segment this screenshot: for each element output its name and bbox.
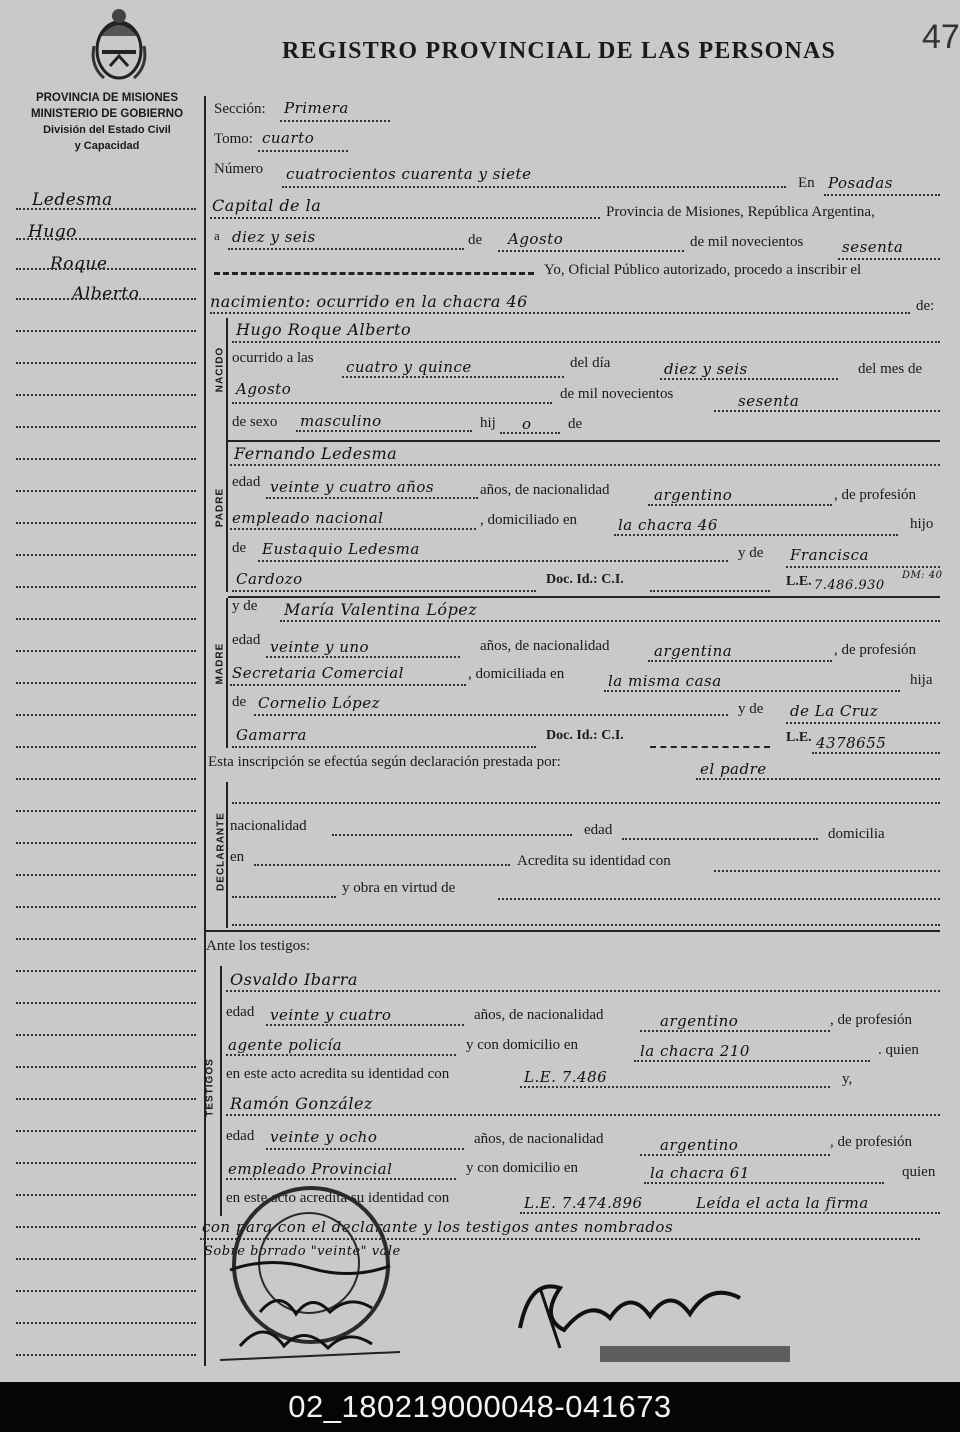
capital-value: Capital de la [212, 196, 322, 215]
t1-nombre: Osvaldo Ibarra [230, 970, 358, 989]
seccion-label: Sección: [214, 101, 266, 117]
official-signature-icon [500, 1258, 800, 1368]
nacido-sexo: masculino [300, 412, 382, 430]
sexo-label: de sexo [232, 414, 278, 430]
padre-anos-label: años, de nacionalidad [480, 482, 610, 498]
t1-doc-line [520, 1086, 830, 1088]
declaracion-por-line [696, 778, 940, 780]
t2-profesion: empleado Provincial [228, 1160, 393, 1178]
t2-doc: L.E. 7.474.896 [524, 1194, 643, 1212]
padre-profesion: empleado nacional [232, 509, 384, 527]
madre-y-de-label: y de [232, 598, 258, 614]
en-value: Posadas [828, 174, 893, 192]
madre-doc-line [650, 746, 770, 748]
t1-dom-line [634, 1060, 870, 1062]
madre-prof-line [230, 684, 466, 686]
padre-apellido-line [232, 590, 536, 592]
madre-profesion: Secretaria Comercial [232, 664, 404, 682]
padre-nacionalidad: argentino [654, 486, 733, 504]
declarante-domicilia-label: domicilia [828, 826, 885, 842]
document-id-footer: 02_180219000048-041673 [0, 1382, 960, 1432]
padre-le-label: L.E. [786, 574, 812, 589]
madre-le-line [812, 752, 940, 754]
padre-nombre: Fernando Ledesma [234, 444, 398, 463]
t2-nombre: Ramón González [230, 1094, 373, 1113]
madre-edad-label: edad [232, 632, 261, 648]
t2-edad-line [266, 1148, 464, 1150]
en-line [824, 194, 940, 196]
t2-enmienda: Sobre borrado "veinte" vale [204, 1244, 401, 1259]
seccion-value: Primera [284, 99, 349, 117]
padre-y-de-label: y de [738, 545, 764, 561]
page-number: 47 [922, 18, 960, 56]
t1-nombre-line [226, 990, 940, 992]
padre-domicilio-label: , domiciliado en [480, 512, 578, 528]
t2-doc-line [520, 1212, 940, 1214]
padre-de-label: de [232, 540, 247, 556]
madre-madre-de: de La Cruz [790, 702, 879, 720]
t1-profesion-label: , de profesión [830, 1012, 913, 1028]
declarante-edad-line [622, 838, 818, 840]
testigos-ante-label: Ante los testigos: [206, 938, 311, 954]
madre-bracket [226, 598, 228, 748]
padre-edad-line [266, 497, 478, 499]
madre-doc-label: Doc. Id.: C.I. [546, 728, 624, 743]
padre-madre-apellido: Cardozo [236, 570, 303, 588]
numero-line [282, 186, 786, 188]
t1-quien-label: . quien [878, 1042, 919, 1058]
t2-nac-line [640, 1154, 830, 1156]
t2-nombre-line [226, 1114, 940, 1116]
anio-line [838, 258, 940, 260]
sexo-line [296, 430, 472, 432]
issuer-line-2: MINISTERIO DE GOBIERNO [30, 108, 184, 120]
madre-nombre: María Valentina López [284, 600, 478, 619]
issuer-heading [14, 90, 200, 154]
issuer-line-3: División del Estado Civil [43, 124, 171, 136]
declaracion-por: el padre [700, 760, 767, 778]
madre-profesion-label: , de profesión [834, 642, 917, 658]
capital-line [210, 217, 600, 219]
nacido-hij: o [522, 415, 532, 433]
t1-edad-line [266, 1024, 464, 1026]
madre-le: 4378655 [816, 734, 887, 752]
padre-hijo-label: hijo [910, 516, 934, 532]
declarante-obra-line [498, 898, 940, 900]
madre-madre-de-line [786, 722, 940, 724]
madre-hija-label: hija [910, 672, 933, 688]
declarante-acredita-label: Acredita su identidad con [517, 853, 671, 869]
del-dia-label: del día [570, 355, 611, 371]
numero-label: Número [214, 161, 264, 177]
numero-value: cuatrocientos cuarenta y siete [286, 165, 532, 183]
padre-profesion-label: , de profesión [834, 487, 917, 503]
t1-doc: L.E. 7.486 [524, 1068, 608, 1086]
tomo-value: cuarto [262, 129, 315, 147]
provincia-text: Provincia de Misiones, República Argentina, [606, 204, 875, 220]
declarante-nac-line [332, 834, 572, 836]
t2-profesion-label: , de profesión [830, 1134, 913, 1150]
padre-doc-line [650, 590, 770, 592]
padre-edad-label: edad [232, 474, 261, 490]
padre-prof-line [230, 528, 476, 530]
padre-domicilio: la chacra 46 [618, 516, 718, 534]
t2-nacionalidad: argentino [660, 1136, 739, 1154]
declarante-side-label: DECLARANTE [215, 812, 227, 891]
padre-padre-de: Eustaquio Ledesma [262, 540, 420, 558]
t1-profesion: agente policía [228, 1036, 343, 1054]
a-label: a [214, 228, 220, 243]
hij-line [500, 432, 560, 434]
t1-edad: veinte y cuatro [270, 1006, 392, 1024]
declarante-edad-label: edad [584, 822, 613, 838]
issuer-line-1: PROVINCIA DE MISIONES [35, 92, 179, 104]
madre-edad: veinte y uno [270, 638, 370, 656]
padre-doc-label: Doc. Id.: C.I. [546, 572, 624, 587]
t2-acredita-label: en este acto acredita su identidad con [226, 1190, 450, 1206]
mil-label: de mil novecientos [690, 234, 804, 250]
ocurrido-label: ocurrido a las [232, 350, 314, 366]
t1-y-label: y, [842, 1071, 853, 1087]
madre-de-line [254, 714, 728, 716]
nacido-divider [228, 440, 940, 442]
acto-value: nacimiento: ocurrido en la chacra 46 [210, 292, 528, 311]
declarante-en-label: en [230, 849, 245, 865]
column-divider [204, 96, 206, 1366]
testigos-bracket [220, 966, 222, 1216]
margin-surname: Ledesma [32, 190, 113, 210]
madre-madre-apellido: Gamarra [236, 726, 307, 744]
nacido-side-label: NACIDO [214, 346, 226, 393]
issuer-line-4: y Capacidad [74, 140, 140, 152]
padre-divider [228, 596, 940, 598]
madre-y-de2-label: y de [738, 701, 764, 717]
margin-name-1: Hugo [28, 222, 77, 242]
fecha-anio: sesenta [842, 238, 904, 256]
fecha-mes: Agosto [508, 230, 564, 248]
madre-le-label: L.E. [786, 730, 812, 745]
madre-nacionalidad: argentina [654, 642, 733, 660]
witness-signatures-icon [200, 1248, 440, 1378]
en-label: En [798, 175, 815, 191]
margin-name-3: Alberto [72, 284, 140, 304]
padre-edad: veinte y cuatro años [270, 478, 435, 496]
madre-de-label: de [232, 694, 247, 710]
nacido-nombre-line [232, 341, 940, 343]
t2-prof-line [226, 1178, 456, 1180]
t2-edad: veinte y ocho [270, 1128, 378, 1146]
nacido-bracket [226, 318, 228, 442]
t1-anos-label: años, de nacionalidad [474, 1007, 604, 1023]
declarante-obra-label: y obra en virtud de [342, 880, 456, 896]
tomo-label: Tomo: [214, 131, 253, 147]
madre-nac-line [648, 660, 832, 662]
nacido-hora: cuatro y quince [346, 358, 472, 376]
de-end-label: de: [916, 298, 935, 314]
madre-domicilio: la misma casa [608, 672, 722, 690]
declarante-en-line [254, 864, 510, 866]
hora-line [342, 376, 564, 378]
declarante-obra-pre-line [232, 896, 336, 898]
padre-dom-line [614, 534, 898, 536]
declarante-acredita-line [714, 870, 940, 872]
seccion-line [280, 120, 390, 122]
page-title: REGISTRO PROVINCIAL DE LAS PERSONAS [282, 38, 837, 64]
madre-dom-line [604, 690, 900, 692]
padre-madre-de-line [786, 566, 940, 568]
padre-side-label: PADRE [214, 487, 226, 528]
t1-prof-line [226, 1054, 456, 1056]
t1-nac-line [640, 1030, 830, 1032]
t2-dom-line [644, 1182, 884, 1184]
nacido-mes: Agosto [236, 380, 292, 398]
mes-line [498, 250, 684, 252]
padre-le: 7.486.930 [814, 578, 885, 593]
padre-nombre-line [230, 464, 940, 466]
declarante-nacionalidad-label: nacionalidad [230, 818, 307, 834]
tomo-line [258, 150, 348, 152]
madre-edad-line [266, 656, 460, 658]
padre-nac-line [648, 504, 832, 506]
t2-edad-label: edad [226, 1128, 255, 1144]
nacido-anio-line [714, 410, 940, 412]
padre-de-line [258, 560, 728, 562]
madre-side-label: MADRE [214, 642, 226, 685]
t2-cierre: con para con el declarante y los testigos antes nombrados [202, 1218, 674, 1236]
t2-leida: Leída el acta la firma [696, 1194, 869, 1212]
madre-apellido-line [232, 746, 536, 748]
t1-domicilio: la chacra 210 [640, 1042, 750, 1060]
fecha-dia: diez y seis [232, 228, 316, 246]
filler-line [214, 272, 534, 275]
declarante-nombre-line [232, 802, 940, 804]
t2-domicilio: la chacra 61 [650, 1164, 750, 1182]
hij-label: hij [480, 415, 496, 431]
padre-bracket [226, 442, 228, 592]
nacido-mes-line [232, 402, 552, 404]
t1-edad-label: edad [226, 1004, 255, 1020]
nacido-dia: diez y seis [664, 360, 748, 378]
dia-line [228, 248, 464, 250]
padre-annotation: DM: 40 [902, 570, 943, 581]
madre-nombre-line [280, 620, 940, 622]
nacido-anio: sesenta [738, 392, 800, 410]
nacido-de-label: de [568, 416, 583, 432]
padre-madre-de: Francisca [790, 546, 869, 564]
del-mes-label: del mes de [858, 361, 923, 377]
t1-nacionalidad: argentino [660, 1012, 739, 1030]
coat-of-arms-icon [88, 6, 150, 86]
t1-domicilio-label: y con domicilio en [466, 1037, 579, 1053]
t2-quien-label: quien [902, 1164, 936, 1180]
acto-line [210, 312, 910, 314]
nacido-nombre: Hugo Roque Alberto [236, 320, 412, 339]
testigos-side-label: TESTIGOS [204, 1058, 216, 1117]
madre-anos-label: años, de nacionalidad [480, 638, 610, 654]
declarante-divider [206, 930, 940, 932]
t2-domicilio-label: y con domicilio en [466, 1160, 579, 1176]
nacido-dia-line [660, 378, 838, 380]
t1-acredita-label: en este acto acredita su identidad con [226, 1066, 450, 1082]
declarante-extra-line [232, 924, 940, 926]
nacido-mil-label: de mil novecientos [560, 386, 674, 402]
t2-anos-label: años, de nacionalidad [474, 1131, 604, 1147]
declaracion-text: Esta inscripción se efectúa según declaración prestada por: [208, 754, 561, 770]
margin-name-2: Roque [50, 254, 108, 274]
oficial-text: Yo, Oficial Público autorizado, procedo a inscribir el [544, 262, 862, 278]
madre-padre-de: Cornelio López [258, 694, 380, 712]
madre-domicilio-label: , domiciliada en [468, 666, 565, 682]
de-label: de [468, 232, 483, 248]
